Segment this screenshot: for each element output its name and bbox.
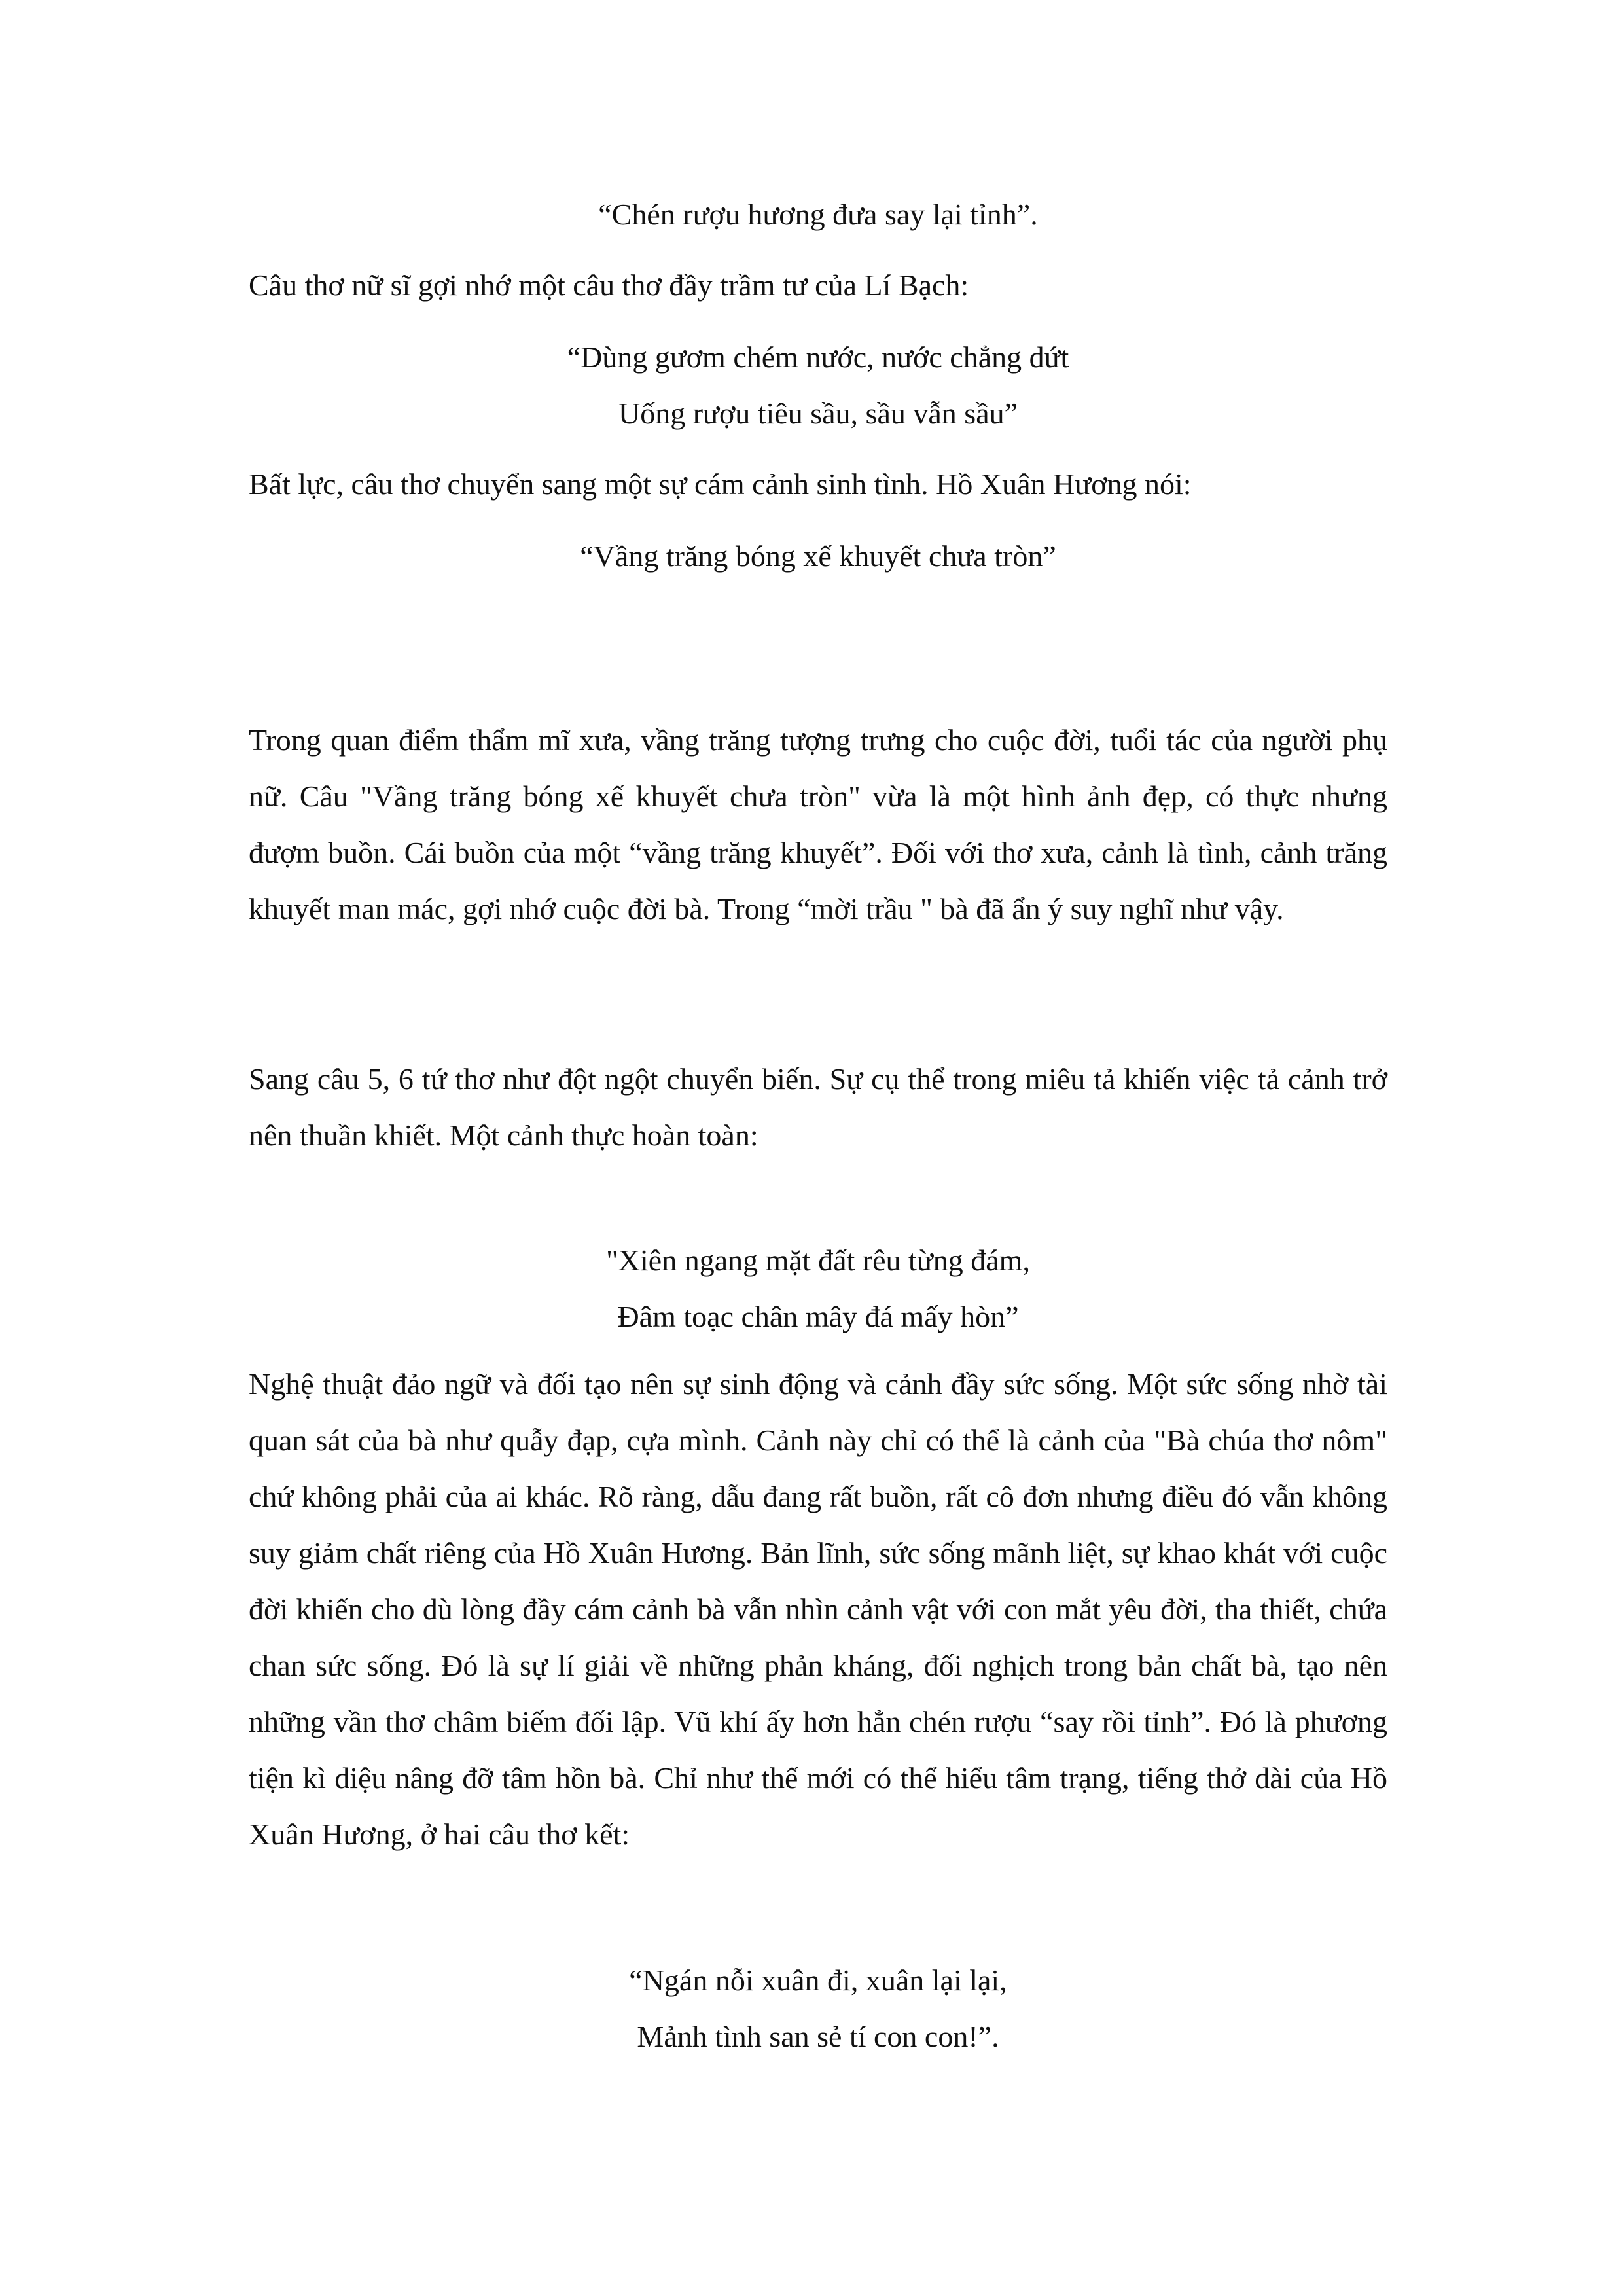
- paragraph: Trong quan điểm thẩm mĩ xưa, vầng trăng tượng trưng cho cuộc đời, tuổi tác của người phụ nữ. Câu "Vầng trăng bóng xế khuyết chưa tròn" vừa là một hình ảnh đẹp, có thực nhưng đượm buồn. Cái buồn của một “vầng trăng khuyết”. Đối với thơ xưa, cảnh là tình, cảnh trăng khuyết man mác, gợi nhớ cuộc đời bà. Trong “mời trầu " bà đã ẩn ý suy nghĩ như vậy.: [249, 723, 1387, 925]
- paragraph: Nghệ thuật đảo ngữ và đối tạo nên sự sinh động và cảnh đầy sức sống. Một sức sống nhờ tài quan sát của bà như quẫy đạp, cựa mình. Cảnh này chỉ có thể là cảnh của "Bà chúa thơ nôm" chứ không phải của ai khác. Rõ ràng, dẫu đang rất buồn, rất cô đơn nhưng điều đó vẫn không suy giảm chất riêng của Hồ Xuân Hương. Bản lĩnh, sức sống mãnh liệt, sự khao khát với cuộc đời khiến cho dù lòng đầy cám cảnh bà vẫn nhìn cảnh vật với con mắt yêu đời, tha thiết, chứa chan sức sống. Đó là sự lí giải về những phản kháng, đối nghịch trong bản chất bà, tạo nên những vần thơ châm biếm đối lập. Vũ khí ấy hơn hẳn chén rượu “say rồi tỉnh”. Đó là phương tiện kì diệu nâng đỡ tâm hồn bà. Chỉ như thế mới có thể hiểu tâm trạng, tiếng thở dài của Hồ Xuân Hương, ở hai câu thơ kết:: [249, 1367, 1387, 1851]
- prose-line: Câu thơ nữ sĩ gợi nhớ một câu thơ đầy trầm tư của Lí Bạch:: [249, 268, 969, 302]
- verse-line: Đâm toạc chân mây đá mấy hòn”: [617, 1300, 1019, 1333]
- verse-line: “Dùng gươm chém nước, nước chẳng dứt: [567, 340, 1069, 374]
- verse-line: “Ngán nỗi xuân đi, xuân lại lại,: [629, 1964, 1007, 1997]
- verse-line: Uống rượu tiêu sầu, sầu vẫn sầu”: [618, 397, 1018, 430]
- verse-line: "Xiên ngang mặt đất rêu từng đám,: [606, 1244, 1030, 1277]
- verse-line: Mảnh tình san sẻ tí con con!”.: [637, 2020, 999, 2053]
- prose-line: Bất lực, câu thơ chuyển sang một sự cám cảnh sinh tình. Hồ Xuân Hương nói:: [249, 467, 1192, 501]
- verse-line: “Chén rượu hương đưa say lại tỉnh”.: [598, 198, 1038, 231]
- verse-line: “Vầng trăng bóng xế khuyết chưa tròn”: [580, 539, 1056, 573]
- paragraph: Sang câu 5, 6 tứ thơ như đột ngột chuyển biến. Sự cụ thể trong miêu tả khiến việc tả cảnh trở nên thuần khiết. Một cảnh thực hoàn toàn:: [249, 1062, 1387, 1152]
